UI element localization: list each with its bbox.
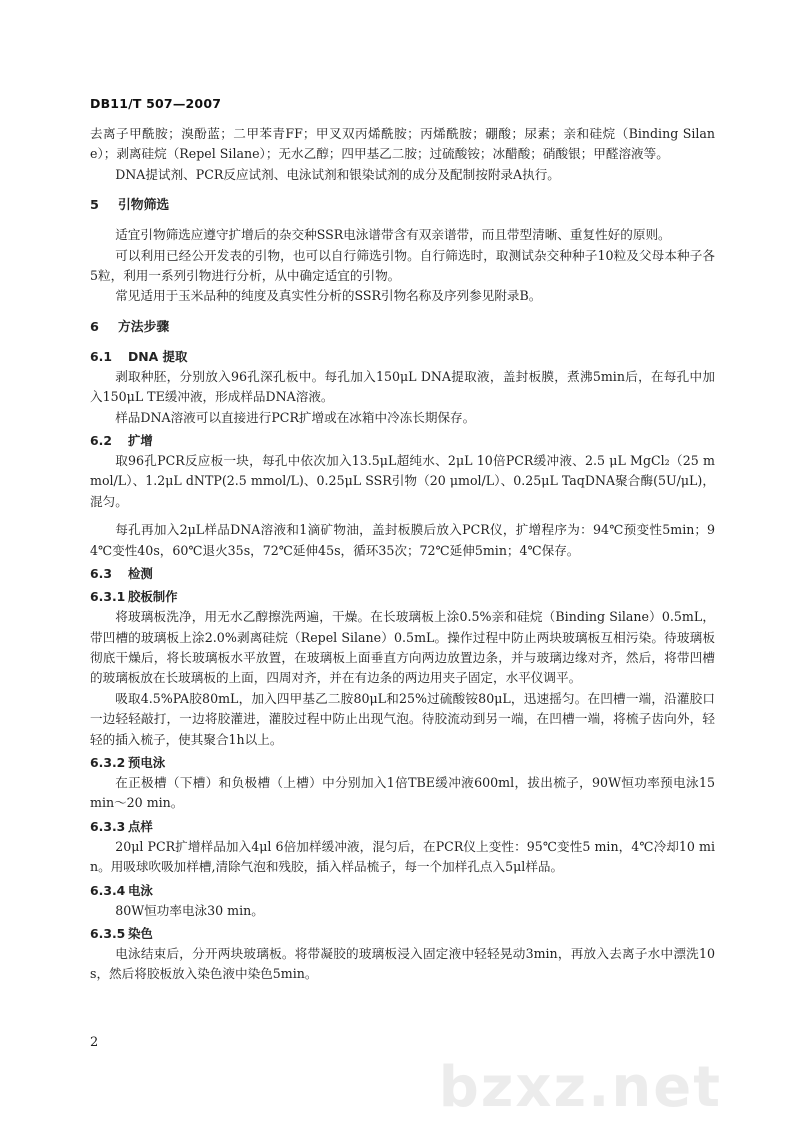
reagent-list: 去离子甲酰胺；溴酚蓝；二甲苯青FF；甲叉双丙烯酰胺；丙烯酰胺；硼酸；尿素；亲和硅烷（Binding Silane）；剥离硅烷（Repel Silane）；无水乙醇；四甲基乙二胺；过硫酸铵；冰醋酸；硝酸银；甲醛溶液等。 bbox=[90, 126, 715, 162]
section-6-heading bbox=[90, 318, 715, 338]
section-number: 6.3.2 bbox=[90, 754, 126, 770]
paragraph: 吸取4.5%PA胶80mL，加入四甲基乙二胺80μL和25%过硫酸铵80μL，迅速摇匀。在凹槽一端，沿灌胶口一边轻轻敲打，一边将胶灌进，灌胶过程中防止出现气泡。待胶流动到另一端，在凹槽一端，将梳子齿向外，轻轻的插入梳子，使其聚合1h以上。 bbox=[90, 690, 715, 747]
section-title: 染色 bbox=[128, 925, 153, 941]
section-title: 扩增 bbox=[128, 433, 153, 449]
paragraph: 在正极槽（下槽）和负极槽（上槽）中分别加入1倍TBE缓冲液600ml，拔出梳子，90W恒功率预电泳15 min～20 min。 bbox=[90, 774, 715, 811]
section-number: 6.2 bbox=[90, 433, 112, 449]
paragraph: 常见适用于玉米品种的纯度及真实性分析的SSR引物名称及序列参见附录B。 bbox=[115, 288, 542, 304]
section-title: 胶板制作 bbox=[128, 589, 178, 605]
paragraph: 剥取种胚，分别放入96孔深孔板中。每孔加入150μL DNA提取液，盖封板膜，煮沸5min后，在每孔中加入150μL TE缓冲液，形成样品DNA溶液。 bbox=[90, 368, 715, 405]
section-6-2-heading bbox=[90, 431, 715, 451]
paragraph: 将玻璃板洗净，用无水乙醇擦洗两遍，干燥。在长玻璃板上涂0.5%亲和硅烷（Binding Silane）0.5mL，带凹槽的玻璃板上涂2.0%剥离硅烷（Repel Silane）0.5mL。操作过程中防止两块玻璃板互相污染。待玻璃板彻底干燥后，将长玻璃板水平放置，在玻璃板上面垂直方向两边放置边条，并与玻璃边缘对齐，然后，将带凹槽的玻璃板放在长玻璃板的上面，四周对齐，并在有边条的两边用夹子固定，水平仪调平。 bbox=[90, 609, 715, 686]
section-title: 检测 bbox=[128, 566, 153, 582]
section-6-3-4-heading bbox=[90, 881, 715, 901]
section-number: 6 bbox=[90, 319, 99, 335]
section-6-3-heading bbox=[90, 564, 715, 584]
section-6-3-1-heading bbox=[90, 587, 715, 607]
section-title: 预电泳 bbox=[128, 754, 166, 770]
section-number: 6.3 bbox=[90, 566, 112, 582]
section-number: 6.3.5 bbox=[90, 925, 126, 941]
section-6-1-heading bbox=[90, 347, 715, 367]
section-number: 5 bbox=[90, 198, 99, 214]
paragraph: 每孔再加入2μL样品DNA溶液和1滴矿物油，盖封板膜后放入PCR仪，扩增程序为：94℃预变性5min；94℃变性40s，60℃退火35s，72℃延伸45s，循环35次；72℃延伸5min；4℃保存。 bbox=[90, 522, 715, 558]
section-title: 点样 bbox=[128, 818, 153, 834]
paragraph: 可以利用已经公开发表的引物，也可以自行筛选引物。自行筛选时，取测试杂交种种子10粒及父母本种子各5粒，利用一系列引物进行分析，从中确定适宜的引物。 bbox=[90, 247, 715, 284]
section-title: 电泳 bbox=[128, 882, 153, 898]
section-number: 6.3.3 bbox=[90, 818, 126, 834]
section-title: 方法步骤 bbox=[118, 319, 170, 335]
section-number: 6.1 bbox=[90, 348, 112, 364]
reagent-note: DNA提试剂、PCR反应试剂、电泳试剂和银染试剂的成分及配制按附录A执行。 bbox=[115, 166, 560, 182]
paragraph: 适宜引物筛选应遵守扩增后的杂交种SSR电泳谱带含有双亲谱带，而且带型清晰、重复性好的原则。 bbox=[115, 227, 671, 243]
paragraph: 80W恒功率电泳30 min。 bbox=[115, 902, 264, 918]
paragraph: 20μl PCR扩增样品加入4μl 6倍加样缓冲液，混匀后，在PCR仪上变性：95℃变性5 min，4℃冷却10 min。用吸球吹吸加样槽,清除气泡和残胶，插入样品梳子，每一个加样孔点入5μl样品。 bbox=[90, 838, 715, 875]
section-title: 引物筛选 bbox=[118, 198, 170, 214]
watermark: bzxz.net bbox=[438, 1055, 722, 1120]
paragraph: 样品DNA溶液可以直接进行PCR扩增或在冰箱中冷冻长期保存。 bbox=[115, 409, 476, 425]
paragraph: 取96孔PCR反应板一块，每孔中依次加入13.5μL超纯水、2μL 10倍PCR缓冲液、2.5 μL MgCl₂（25 mmol/L）、1.2μL dNTP(2.5 mmol/L)、0.25μL SSR引物（20 μmol/L）、0.25μL TaqDNA聚合酶(5U/μL)，混匀。 bbox=[90, 453, 715, 509]
section-number: 6.3.4 bbox=[90, 882, 126, 898]
section-6-3-2-heading bbox=[90, 753, 715, 773]
page-body bbox=[90, 124, 715, 985]
paragraph: 电泳结束后，分开两块玻璃板。将带凝胶的玻璃板浸入固定液中轻轻晃动3min，再放入去离子水中漂洗10s，然后将胶板放入染色液中染色5min。 bbox=[90, 945, 715, 982]
section-title: DNA 提取 bbox=[128, 348, 188, 364]
section-5-heading bbox=[90, 196, 715, 216]
section-6-3-3-heading bbox=[90, 817, 715, 837]
standard-number-header: DB11/T 507—2007 bbox=[90, 96, 222, 111]
section-6-3-5-heading bbox=[90, 924, 715, 944]
section-number: 6.3.1 bbox=[90, 589, 126, 605]
page-number: 2 bbox=[90, 1035, 99, 1050]
